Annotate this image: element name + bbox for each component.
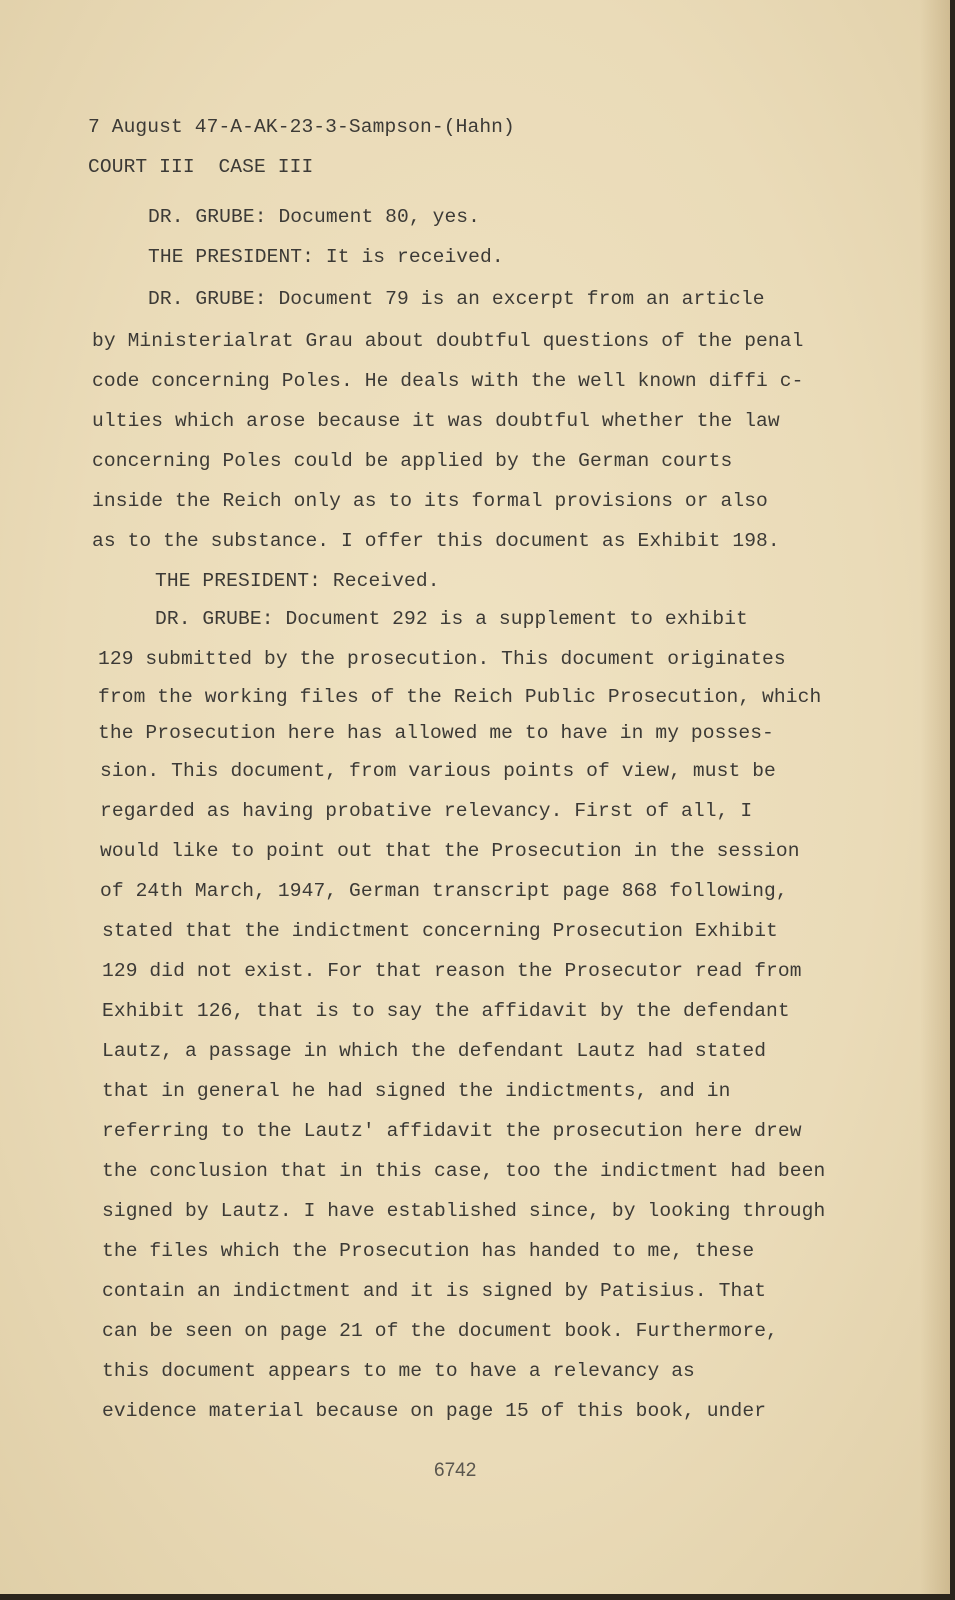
transcript-line: THE PRESIDENT: It is received. [148, 246, 504, 268]
transcript-line: the Prosecution here has allowed me to have in my posses- [98, 722, 774, 744]
transcript-line: concerning Poles could be applied by the German courts [92, 450, 733, 472]
transcript-line: this document appears to me to have a relevancy as [102, 1360, 695, 1382]
transcript-line: stated that the indictment concerning Prosecution Exhibit [102, 920, 778, 942]
transcript-line: referring to the Lautz' affidavit the prosecution here drew [102, 1120, 802, 1142]
transcript-line: evidence material because on page 15 of this book, under [102, 1400, 767, 1422]
transcript-line: can be seen on page 21 of the document book. Furthermore, [102, 1320, 778, 1342]
transcript-line: of 24th March, 1947, German transcript page 868 following, [100, 880, 788, 902]
transcript-line: DR. GRUBE: Document 80, yes. [148, 206, 481, 228]
page-edge-shadow [920, 0, 950, 1594]
transcript-line: the files which the Prosecution has handed to me, these [102, 1240, 755, 1262]
transcript-line: DR. GRUBE: Document 292 is a supplement to exhibit [155, 608, 748, 630]
transcript-line: 129 submitted by the prosecution. This document originates [98, 648, 786, 670]
transcript-line: inside the Reich only as to its formal provisions or also [92, 490, 768, 512]
transcript-line: as to the substance. I offer this document as Exhibit 198. [92, 530, 780, 552]
page-number: 6742 [434, 1460, 477, 1481]
transcript-line: DR. GRUBE: Document 79 is an excerpt from an article [148, 288, 765, 310]
transcript-line: code concerning Poles. He deals with the well known diffi c- [92, 370, 804, 392]
transcript-line: that in general he had signed the indictments, and in [102, 1080, 731, 1102]
transcript-line: 129 did not exist. For that reason the Prosecutor read from [102, 960, 802, 982]
transcript-line: ulties which arose because it was doubtful whether the law [92, 410, 780, 432]
transcript-line: contain an indictment and it is signed by Patisius. That [102, 1280, 767, 1302]
transcript-line: Lautz, a passage in which the defendant Lautz had stated [102, 1040, 767, 1062]
transcript-line: the conclusion that in this case, too the indictment had been [102, 1160, 826, 1182]
transcript-line: THE PRESIDENT: Received. [155, 570, 440, 592]
transcript-line: signed by Lautz. I have established since, by looking through [102, 1200, 826, 1222]
transcript-line: sion. This document, from various points of view, must be [100, 760, 776, 782]
transcript-line: from the working files of the Reich Public Prosecution, which [98, 686, 822, 708]
transcript-line: would like to point out that the Prosecution in the session [100, 840, 800, 862]
transcript-line: by Ministerialrat Grau about doubtful questions of the penal [92, 330, 804, 352]
header-line: 7 August 47-A-AK-23-3-Sampson-(Hahn) [88, 116, 515, 138]
court-case-line: COURT III CASE III [88, 156, 314, 178]
transcript-line: Exhibit 126, that is to say the affidavit by the defendant [102, 1000, 790, 1022]
transcript-line: regarded as having probative relevancy. First of all, I [100, 800, 753, 822]
